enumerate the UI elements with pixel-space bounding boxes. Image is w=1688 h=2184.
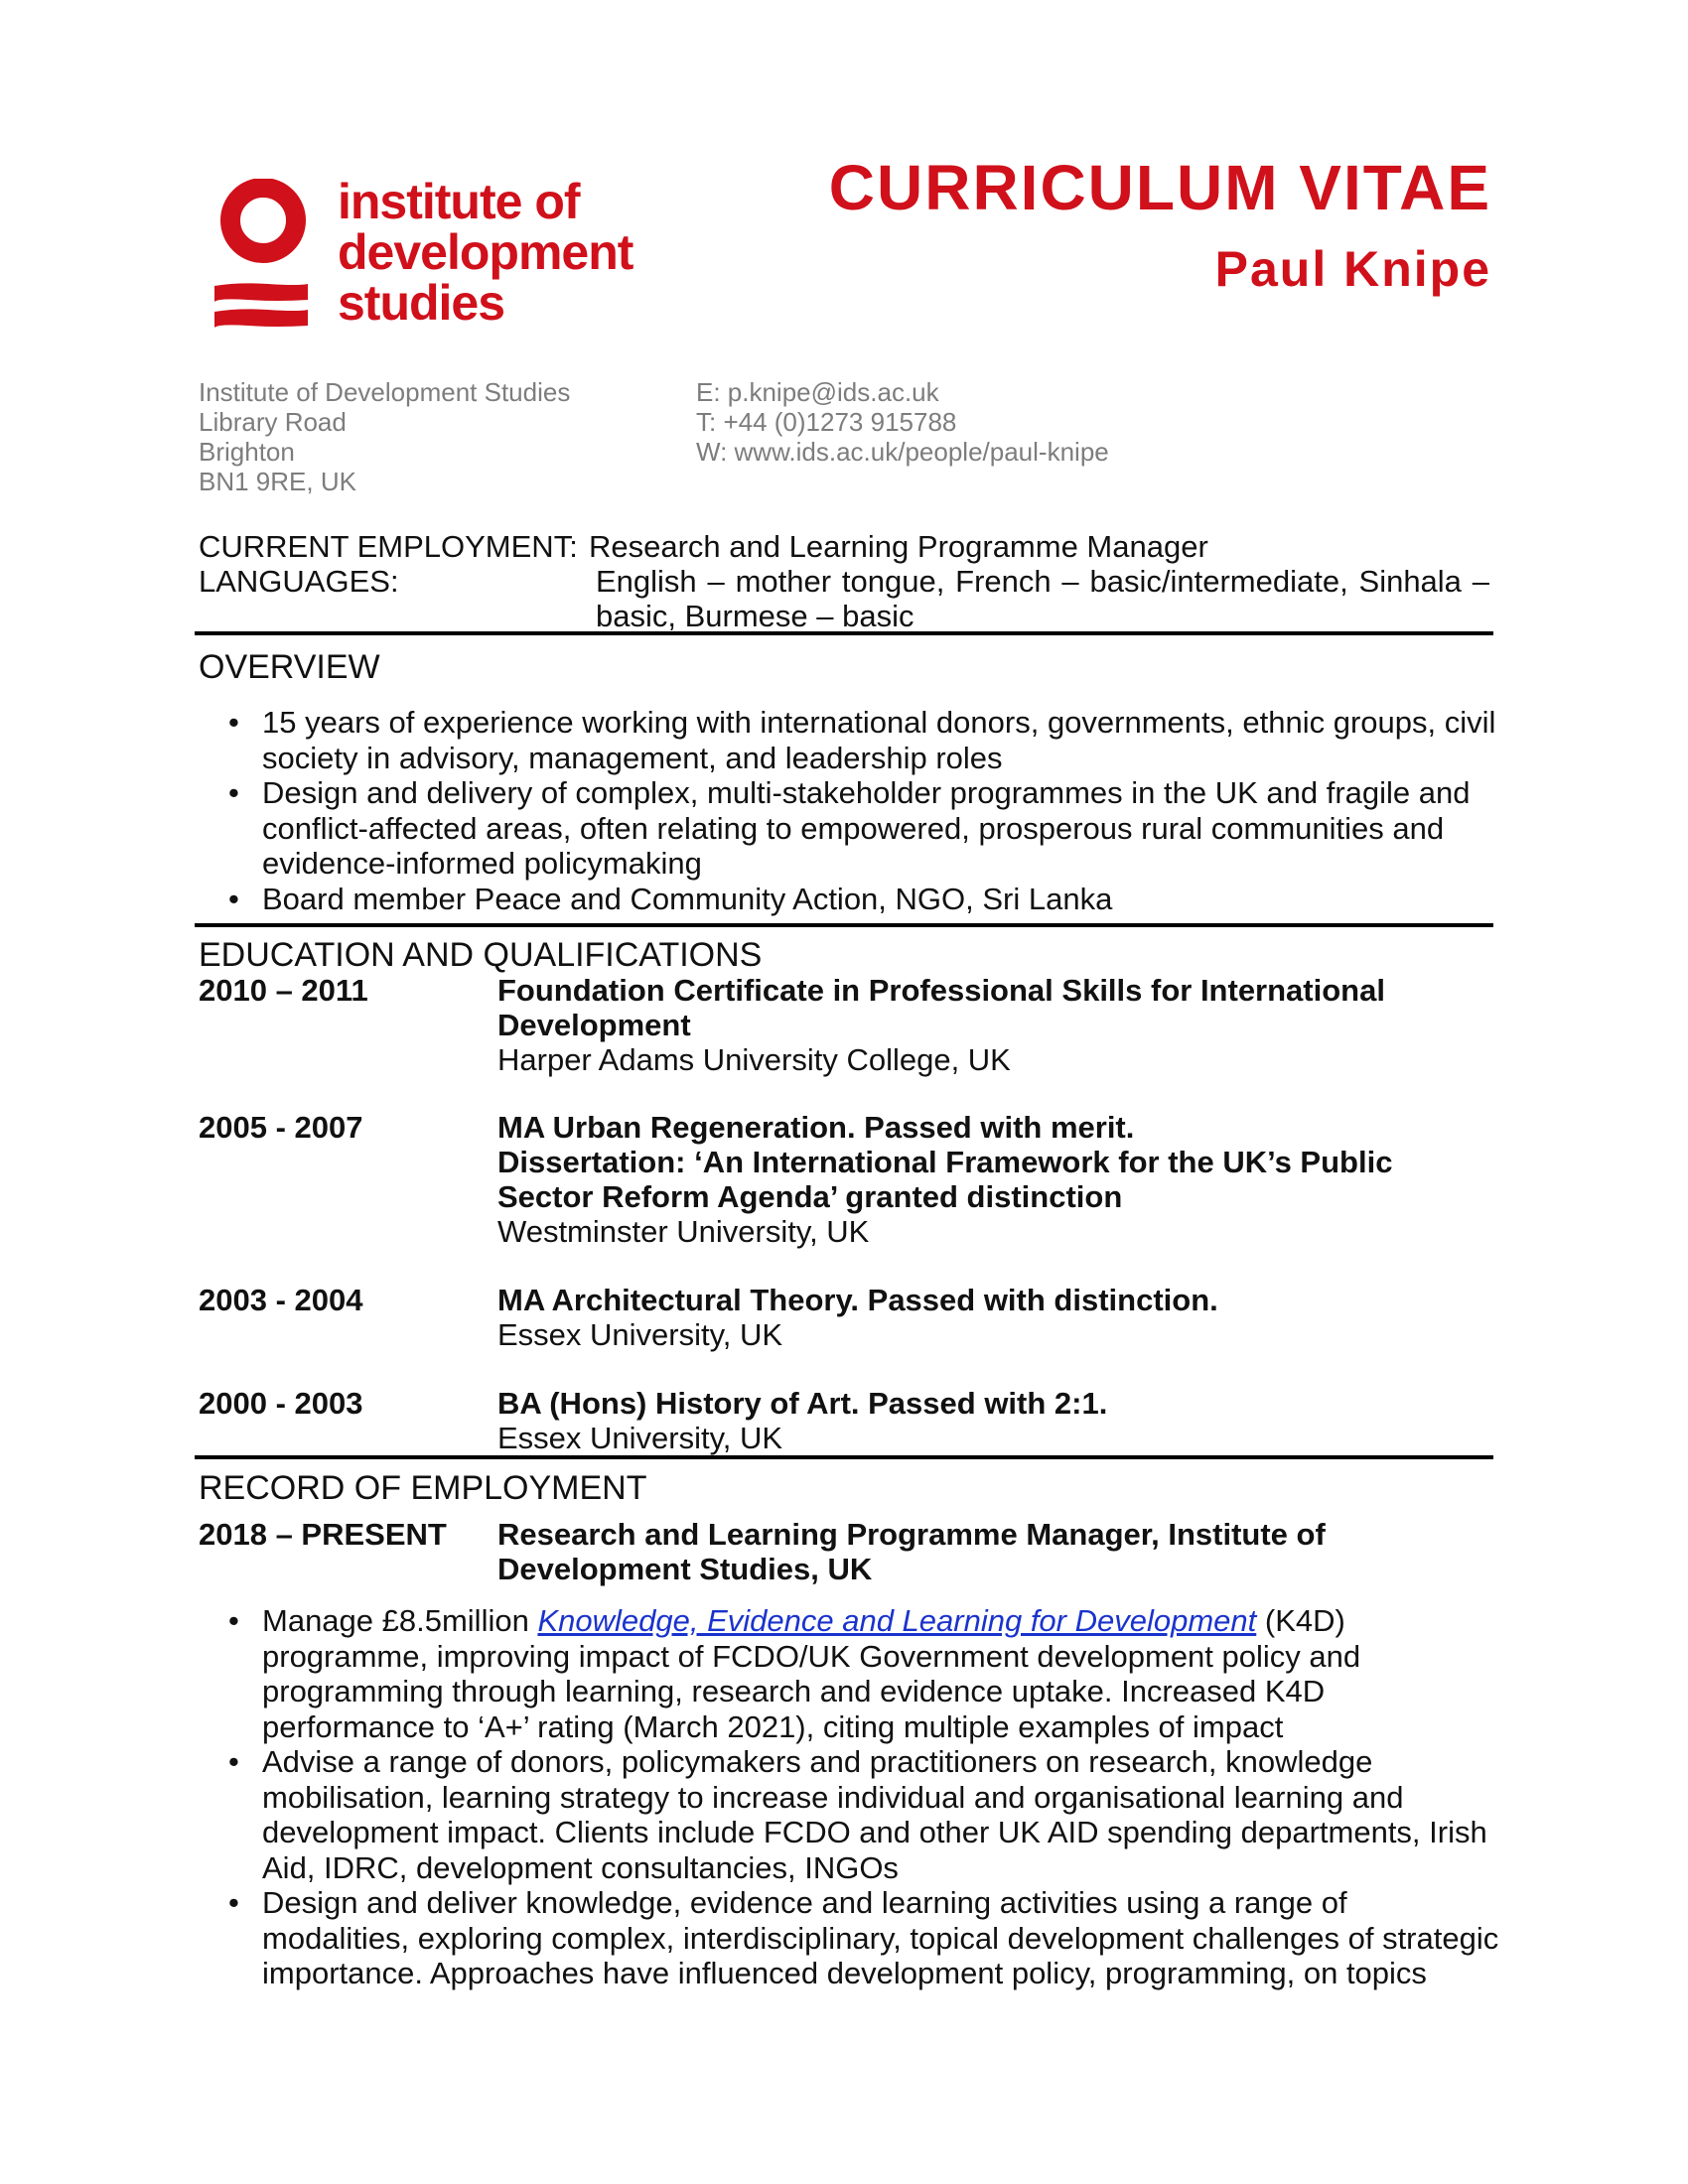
list-item [228, 1603, 1499, 1744]
employment-heading: RECORD OF EMPLOYMENT [199, 1469, 647, 1507]
institution-name: Harper Adams University College, UK [497, 1042, 1011, 1077]
qualification-title: Foundation Certificate in Professional Skills for International Development [497, 973, 1385, 1042]
bullet-icon: • [228, 775, 239, 810]
logo-line: development [338, 224, 633, 280]
employment-duties-list [228, 1603, 1499, 1991]
ids-logo [209, 174, 665, 345]
employment-entry [199, 1517, 1489, 1586]
list-item [228, 1744, 1499, 1885]
address-line: Brighton [199, 437, 295, 467]
ids-logo-mark-icon [209, 179, 328, 338]
current-employment-label: CURRENT EMPLOYMENT: [199, 529, 578, 564]
address-line: Library Road [199, 407, 347, 437]
institution-name: Westminster University, UK [497, 1214, 870, 1249]
person-name: Paul Knipe [1214, 241, 1491, 297]
duty-text: Manage £8.5million [262, 1603, 538, 1638]
list-item [228, 1885, 1499, 1991]
logo-wordmark [338, 174, 633, 331]
document-title: CURRICULUM VITAE [828, 152, 1491, 223]
education-entry [199, 1283, 1489, 1352]
address-block [199, 377, 570, 496]
education-entry [199, 1386, 1489, 1455]
bullet-icon: • [228, 705, 239, 740]
address-line: BN1 9RE, UK [199, 467, 356, 496]
qualification-title: MA Urban Regeneration. Passed with merit. [497, 1110, 1135, 1145]
languages-label: LANGUAGES: [199, 564, 399, 599]
list-item-text: 15 years of experience working with international donors, governments, ethnic groups, civil society in advisory, management, and leadership roles [262, 705, 1496, 775]
summary-block [199, 529, 1489, 633]
job-title: Research and Learning Programme Manager, Institute of Development Studies, UK [497, 1517, 1326, 1586]
bullet-icon: • [228, 1885, 239, 1920]
languages-row [199, 564, 1489, 633]
logo-line: institute of [338, 174, 580, 229]
education-entry [199, 1110, 1489, 1249]
education-years: 2000 - 2003 [199, 1386, 363, 1421]
overview-list [228, 705, 1509, 916]
education-entry [199, 973, 1489, 1077]
languages-value: English – mother tongue, French – basic/intermediate, Sinhala – basic, Burmese – basic [596, 564, 1489, 633]
list-item-text: Board member Peace and Community Action, NGO, Sri Lanka [262, 881, 1113, 916]
education-heading: EDUCATION AND QUALIFICATIONS [199, 936, 763, 974]
current-employment-row [199, 529, 1489, 564]
email-text: E: p.knipe@ids.ac.uk [696, 377, 939, 407]
list-item-text: Advise a range of donors, policymakers and practitioners on research, knowledge mobilisation, learning strategy to increase individual and organisational learning and development impact. Clients include FCDO and other UK AID spending departments, Irish Aid, IDRC, development consultancies, INGOs [262, 1744, 1487, 1885]
qualification-title: BA (Hons) History of Art. Passed with 2:1. [497, 1386, 1108, 1421]
duty-text: (K4D) programme, improving impact of FCDO/UK Government development policy and programming through learning, research and evidence uptake. Increased K4D performance to ‘A+’ rating (March 2021), citing multiple examples of impact [262, 1603, 1361, 1744]
dissertation-title: Dissertation: ‘An International Framework for the UK’s Public Sector Reform Agenda’ granted distinction [497, 1145, 1393, 1214]
address-line: Institute of Development Studies [199, 377, 571, 407]
list-item-text [262, 1603, 1360, 1744]
bullet-icon: • [228, 881, 239, 916]
qualification-title: MA Architectural Theory. Passed with distinction. [497, 1283, 1218, 1317]
list-item-text: Design and deliver knowledge, evidence and learning activities using a range of modalities, exploring complex, interdisciplinary, topical development challenges of strategic importance. Approaches have influenced development policy, programming, on topics [262, 1885, 1499, 1990]
education-years: 2003 - 2004 [199, 1283, 363, 1317]
section-divider [195, 1455, 1493, 1459]
list-item [228, 705, 1509, 775]
bullet-icon: • [228, 1744, 239, 1779]
k4d-programme-link[interactable]: Knowledge, Evidence and Learning for Development [537, 1603, 1257, 1638]
bullet-icon: • [228, 1603, 239, 1638]
overview-heading: OVERVIEW [199, 648, 380, 686]
institution-name: Essex University, UK [497, 1421, 783, 1455]
list-item [228, 882, 1509, 917]
logo-line: studies [338, 275, 505, 331]
section-divider [195, 923, 1493, 927]
education-years: 2010 – 2011 [199, 973, 368, 1008]
list-item-text: Design and delivery of complex, multi-stakeholder programmes in the UK and fragile and conflict-affected areas, often relating to empowered, prosperous rural communities and evidence-informed policymaking [262, 775, 1471, 881]
website-text: W: www.ids.ac.uk/people/paul-knipe [696, 437, 1109, 467]
current-employment-value: Research and Learning Programme Manager [589, 529, 1208, 564]
list-item [228, 775, 1509, 882]
education-years: 2005 - 2007 [199, 1110, 363, 1145]
section-divider [195, 631, 1493, 635]
phone-text: T: +44 (0)1273 915788 [696, 407, 957, 437]
institution-name: Essex University, UK [497, 1317, 783, 1352]
contact-block [696, 377, 1109, 467]
employment-years: 2018 – PRESENT [199, 1517, 447, 1552]
